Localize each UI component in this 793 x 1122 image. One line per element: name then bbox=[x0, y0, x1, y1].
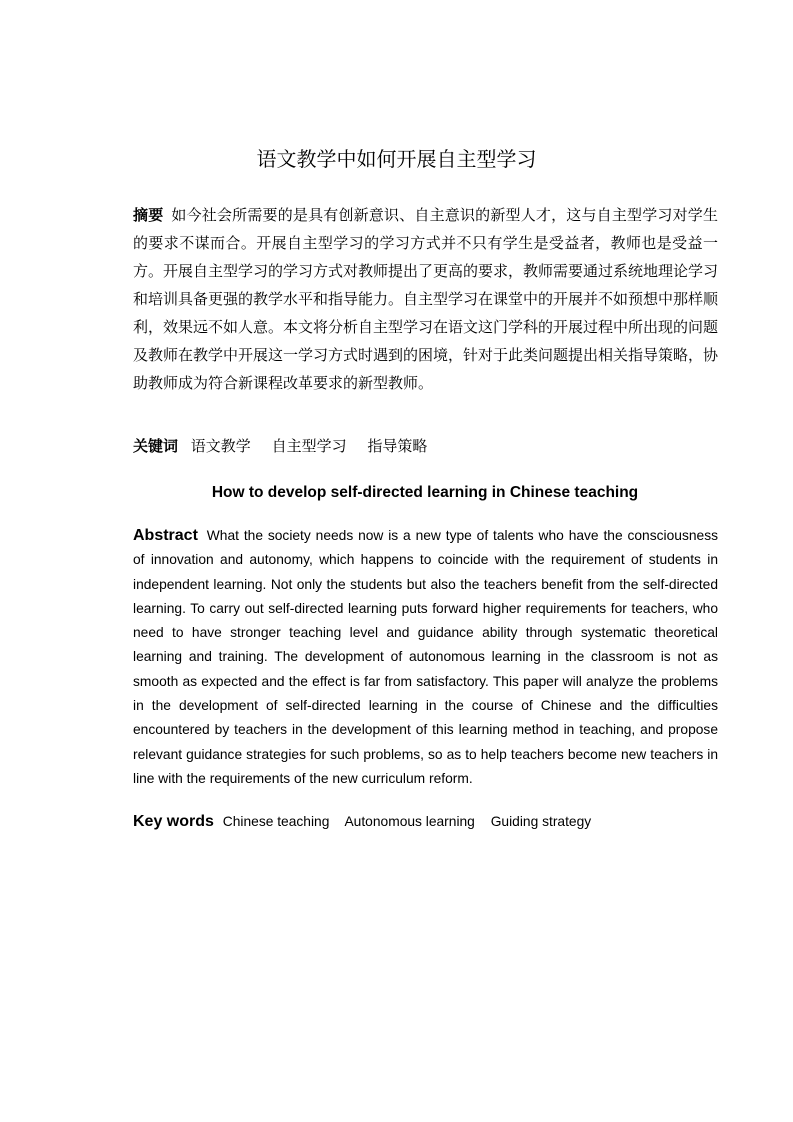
english-keywords-label: Key words bbox=[133, 813, 214, 830]
chinese-keywords-label: 关键词 bbox=[133, 437, 179, 455]
english-keyword: Autonomous learning bbox=[344, 814, 475, 829]
chinese-abstract bbox=[133, 201, 718, 397]
english-abstract bbox=[133, 524, 718, 791]
chinese-abstract-text: 如今社会所需要的是具有创新意识、自主意识的新型人才，这与自主型学习对学生的要求不谋而合。开展自主型学习的学习方式并不只有学生是受益者，教师也是受益一方。开展自主型学习的学习方式对教师提出了更高的要求，教师需要通过系统地理论学习和培训具备更强的教学水平和指导能力。自主型学习在课堂中的开展并不如预想中那样顺利，效果远不如人意。本文将分析自主型学习在语文这门学科的开展过程中所出现的问题及教师在教学中开展这一学习方式时遇到的困境，针对于此类问题提出相关指导策略，协助教师成为符合新课程改革要求的新型教师。 bbox=[133, 206, 719, 392]
english-keyword: Guiding strategy bbox=[490, 814, 592, 829]
english-abstract-text: What the society needs now is a new type of talents who have the consciousness of innovation and autonomy, which happens to coincide with the requirement of students in independent learning. Not only the students but also the teachers benefit from the self-directed learning. To carry out self-directed learning puts forward higher requirements for teachers, who need to have stronger teaching level and guidance ability through systematic theoretical learning and training. The development of autonomous learning in the classroom is not as smooth as expected and the effect is far from satisfactory. This paper will analyze the problems in the development of self-directed learning in the course of Chinese and the difficulties encountered by teachers in the development of this learning method in teaching, and propose relevant guidance strategies for such problems, so as to help teachers become new teachers in line with the requirements of the new curriculum reform. bbox=[133, 528, 718, 786]
english-keyword: Chinese teaching bbox=[222, 814, 330, 829]
chinese-keyword: 自主型学习 bbox=[271, 437, 347, 455]
chinese-abstract-label: 摘要 bbox=[133, 206, 164, 224]
chinese-title: 语文教学中如何开展自主型学习 bbox=[256, 147, 537, 171]
chinese-keywords bbox=[133, 432, 718, 460]
english-keywords bbox=[133, 810, 718, 834]
chinese-keyword: 指导策略 bbox=[367, 437, 428, 455]
chinese-keyword: 语文教学 bbox=[190, 437, 251, 455]
english-title: How to develop self-directed learning in Chinese teaching bbox=[211, 484, 639, 501]
english-abstract-label: Abstract bbox=[133, 527, 198, 544]
